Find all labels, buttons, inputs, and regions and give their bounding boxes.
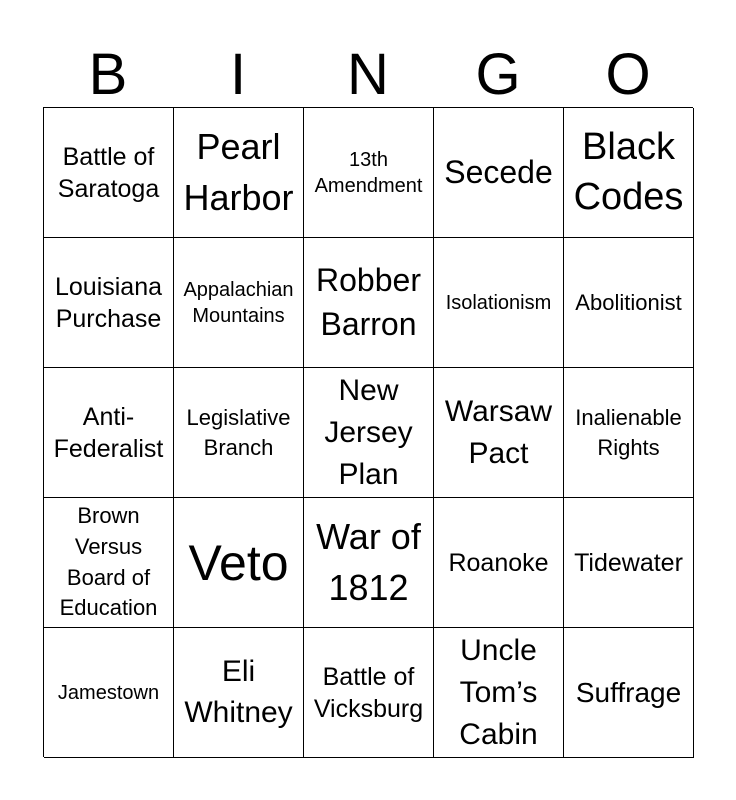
bingo-cell[interactable]: [304, 368, 434, 498]
bingo-cell[interactable]: [304, 498, 434, 628]
bingo-cell[interactable]: [434, 238, 564, 368]
bingo-cell[interactable]: [44, 238, 174, 368]
bingo-cell[interactable]: [44, 498, 174, 628]
bingo-board: [43, 107, 693, 757]
cell-text: Legislative Branch: [186, 404, 291, 460]
bingo-cell[interactable]: [434, 108, 564, 238]
cell-text: Tidewater: [574, 548, 683, 577]
bingo-cell[interactable]: [434, 628, 564, 758]
header-letter-b: B: [88, 42, 128, 107]
bingo-header: [43, 42, 693, 108]
bingo-cell[interactable]: [174, 628, 304, 758]
header-letter-i: I: [229, 42, 247, 107]
cell-text: War of 1812: [316, 516, 421, 608]
bingo-cell[interactable]: [174, 498, 304, 628]
cell-text: Veto: [188, 534, 289, 591]
bingo-cell[interactable]: [44, 108, 174, 238]
header-letter-g: G: [475, 42, 521, 107]
cell-text: Battle of Saratoga: [57, 142, 160, 203]
cell-text: Louisiana Purchase: [54, 272, 163, 333]
bingo-cell[interactable]: [174, 108, 304, 238]
cell-text: Robber Barron: [316, 262, 421, 342]
header-letter-o: O: [605, 42, 651, 107]
bingo-cell[interactable]: [564, 628, 694, 758]
bingo-cell[interactable]: [174, 368, 304, 498]
bingo-cell[interactable]: [564, 498, 694, 628]
bingo-cell[interactable]: [564, 238, 694, 368]
bingo-cell[interactable]: [564, 368, 694, 498]
cell-text: 13th Amendment: [314, 148, 423, 197]
cell-text: Uncle Tom’s Cabin: [459, 633, 538, 751]
bingo-cell[interactable]: [304, 628, 434, 758]
bingo-cell[interactable]: [174, 238, 304, 368]
cell-text: Suffrage: [575, 676, 682, 708]
bingo-cell[interactable]: [304, 238, 434, 368]
cell-text: New Jersey Plan: [324, 373, 413, 491]
cell-text: Anti-Federalist: [53, 402, 164, 463]
cell-text: Battle of Vicksburg: [313, 662, 424, 723]
cell-text: Warsaw Pact: [444, 394, 553, 470]
cell-text: Roanoke: [448, 548, 549, 577]
cell-text: Appalachian Mountains: [183, 278, 294, 327]
cell-text: Abolitionist: [575, 289, 682, 315]
bingo-cell[interactable]: [304, 108, 434, 238]
bingo-cell[interactable]: [44, 628, 174, 758]
cell-text: Black Codes: [573, 126, 684, 218]
bingo-cell[interactable]: [564, 108, 694, 238]
cell-text: Brown Versus Board of Education: [59, 502, 158, 621]
bingo-cell[interactable]: [434, 368, 564, 498]
cell-text: Eli Whitney: [184, 655, 293, 729]
header-letter-n: N: [347, 42, 389, 107]
cell-text: Isolationism: [445, 291, 552, 314]
cell-text: Secede: [444, 153, 553, 190]
cell-text: Jamestown: [57, 681, 160, 704]
bingo-cell[interactable]: [434, 498, 564, 628]
cell-text: Inalienable Rights: [575, 404, 682, 460]
bingo-cell[interactable]: [44, 368, 174, 498]
cell-text: Pearl Harbor: [183, 126, 294, 218]
